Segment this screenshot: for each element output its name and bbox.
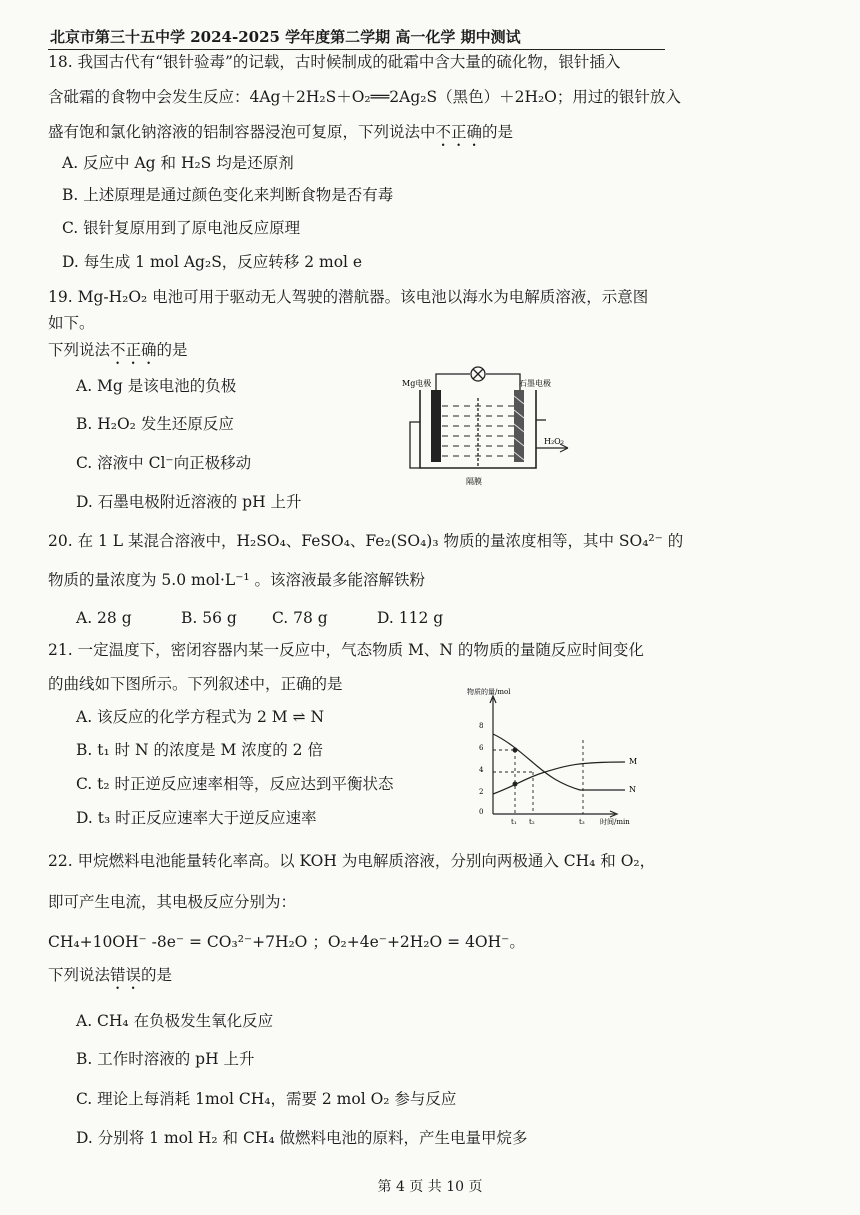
curve-m-label: M: [629, 757, 638, 766]
mg-electrode: [431, 390, 441, 462]
q19-option-c: C. 溶液中 Cl⁻向正极移动: [76, 454, 252, 472]
page-header: 北京市第三十五中学 2024-2025 学年度第二学期 高一化学 期中测试: [50, 28, 521, 46]
q18-option-d: D. 每生成 1 mol Ag₂S，反应转移 2 mol e: [62, 253, 363, 271]
ytick-0: 0: [479, 808, 484, 816]
q18-stem-line2: 含砒霜的食物中会发生反应：4Ag＋2H₂S＋O₂══2Ag₂S（黑色）＋2H₂O；用过的银针放入: [48, 88, 681, 106]
q18-option-c: C. 银针复原用到了原电池反应原理: [62, 219, 301, 237]
curve-m: [493, 762, 625, 794]
xtick-t3: t₃: [579, 818, 585, 826]
q21-stem-line2: 的曲线如下图所示。下列叙述中，正确的是: [48, 675, 343, 693]
xtick-t1: t₁: [511, 818, 517, 826]
q19-stem-line1: 19. Mg-H₂O₂ 电池可用于驱动无人驾驶的潜航器。该电池以海水为电解质溶液，示意图: [48, 288, 649, 306]
q19-option-d: D. 石墨电极附近溶液的 pH 上升: [76, 493, 302, 511]
q19-option-b: B. H₂O₂ 发生还原反应: [76, 415, 234, 433]
mole-time-graph: [465, 686, 655, 831]
graph-xlabel: 时间/min: [600, 818, 630, 826]
q22-option-d: D. 分别将 1 mol H₂ 和 CH₄ 做燃料电池的原料，产生电量甲烷多: [76, 1129, 528, 1147]
ytick-8: 8: [479, 722, 484, 730]
q20-option-c: C. 78 g: [272, 609, 328, 627]
q21-option-c: C. t₂ 时正逆反应速率相等，反应达到平衡状态: [76, 775, 394, 793]
q21-option-a: A. 该反应的化学方程式为 2 M ⇌ N: [76, 708, 325, 726]
q20-options: [76, 609, 443, 627]
graph-ylabel: 物质的量/mol: [467, 688, 511, 696]
q18-stem-text: 盛有饱和氯化钠溶液的铝制容器浸泡可复原，下列说法中: [48, 123, 436, 141]
q18-stem-line1: 18. 我国古代有“银针验毒”的记载，古时候制成的砒霜中含大量的硫化物，银针插入: [48, 53, 621, 71]
q19-stem-line3: [48, 340, 188, 368]
q22-option-b: B. 工作时溶液的 pH 上升: [76, 1050, 255, 1068]
membrane-label: 隔膜: [466, 477, 482, 486]
q22-stem-tail: 的是: [141, 966, 173, 984]
ytick-4: 4: [479, 766, 484, 774]
q18-option-b: B. 上述原理是通过颜色变化来判断食物是否有毒: [62, 186, 394, 204]
xtick-t2: t₂: [529, 818, 535, 826]
q20-option-b: B. 56 g: [181, 609, 237, 627]
q20-stem-line1: 20. 在 1 L 某混合溶液中，H₂SO₄、FeSO₄、Fe₂(SO₄)₃ 物质的量浓度相等，其中 SO₄²⁻ 的: [48, 532, 684, 550]
q19-emphasis: 不正确: [110, 341, 157, 359]
q22-equation: CH₄+10OH⁻ -8e⁻ = CO₃²⁻+7H₂O ；O₂+4e⁻+2H₂O = 4OH⁻。: [48, 933, 525, 951]
q22-emphasis: 错误: [110, 966, 142, 984]
page-number: 第 4 页 共 10 页: [377, 1179, 483, 1195]
q22-option-a: A. CH₄ 在负极发生氧化反应: [76, 1012, 274, 1030]
q18-emphasis: 不正确: [435, 123, 483, 141]
q21-option-d: D. t₃ 时正反应速率大于逆反应速率: [76, 809, 317, 827]
q20-option-a: A. 28 g: [76, 609, 132, 627]
q22-stem-line3: [48, 965, 172, 993]
q18-option-a: A. 反应中 Ag 和 H₂S 均是还原剂: [62, 154, 294, 172]
mg-electrode-label: Mg电极: [402, 379, 432, 388]
graphite-electrode-label: 石墨电极: [519, 379, 551, 388]
q19-stem-tail: 的是: [156, 341, 188, 359]
q20-option-d: D. 112 g: [377, 609, 444, 627]
q19-stem-line2: 如下。: [48, 314, 95, 332]
graphite-electrode: [514, 390, 524, 462]
q22-stem-text: 下列说法: [48, 966, 111, 984]
curve-n-label: N: [629, 785, 636, 794]
h2o2-label: H₂O₂: [544, 437, 564, 446]
battery-diagram: [398, 362, 578, 490]
q18-stem-tail: 的是: [482, 123, 514, 141]
ytick-2: 2: [479, 788, 484, 796]
ytick-6: 6: [479, 744, 484, 752]
header-divider: [48, 49, 665, 50]
q19-stem-text: 下列说法: [48, 341, 111, 359]
q21-stem-line1: 21. 一定温度下，密闭容器内某一反应中，气态物质 M、N 的物质的量随反应时间变化: [48, 641, 644, 659]
q21-option-b: B. t₁ 时 N 的浓度是 M 浓度的 2 倍: [76, 741, 323, 759]
q18-stem-line3: [48, 122, 513, 150]
q20-stem-line2: 物质的量浓度为 5.0 mol·L⁻¹ 。该溶液最多能溶解铁粉: [48, 571, 426, 589]
q22-option-c: C. 理论上每消耗 1mol CH₄，需要 2 mol O₂ 参与反应: [76, 1090, 457, 1108]
q22-stem-line1: 22. 甲烷燃料电池能量转化率高。以 KOH 为电解质溶液，分别向两极通入 CH₄ 和 O₂，: [48, 852, 656, 870]
q19-option-a: A. Mg 是该电池的负极: [76, 377, 237, 395]
q22-stem-line2: 即可产生电流，其电极反应分别为：: [48, 893, 297, 911]
